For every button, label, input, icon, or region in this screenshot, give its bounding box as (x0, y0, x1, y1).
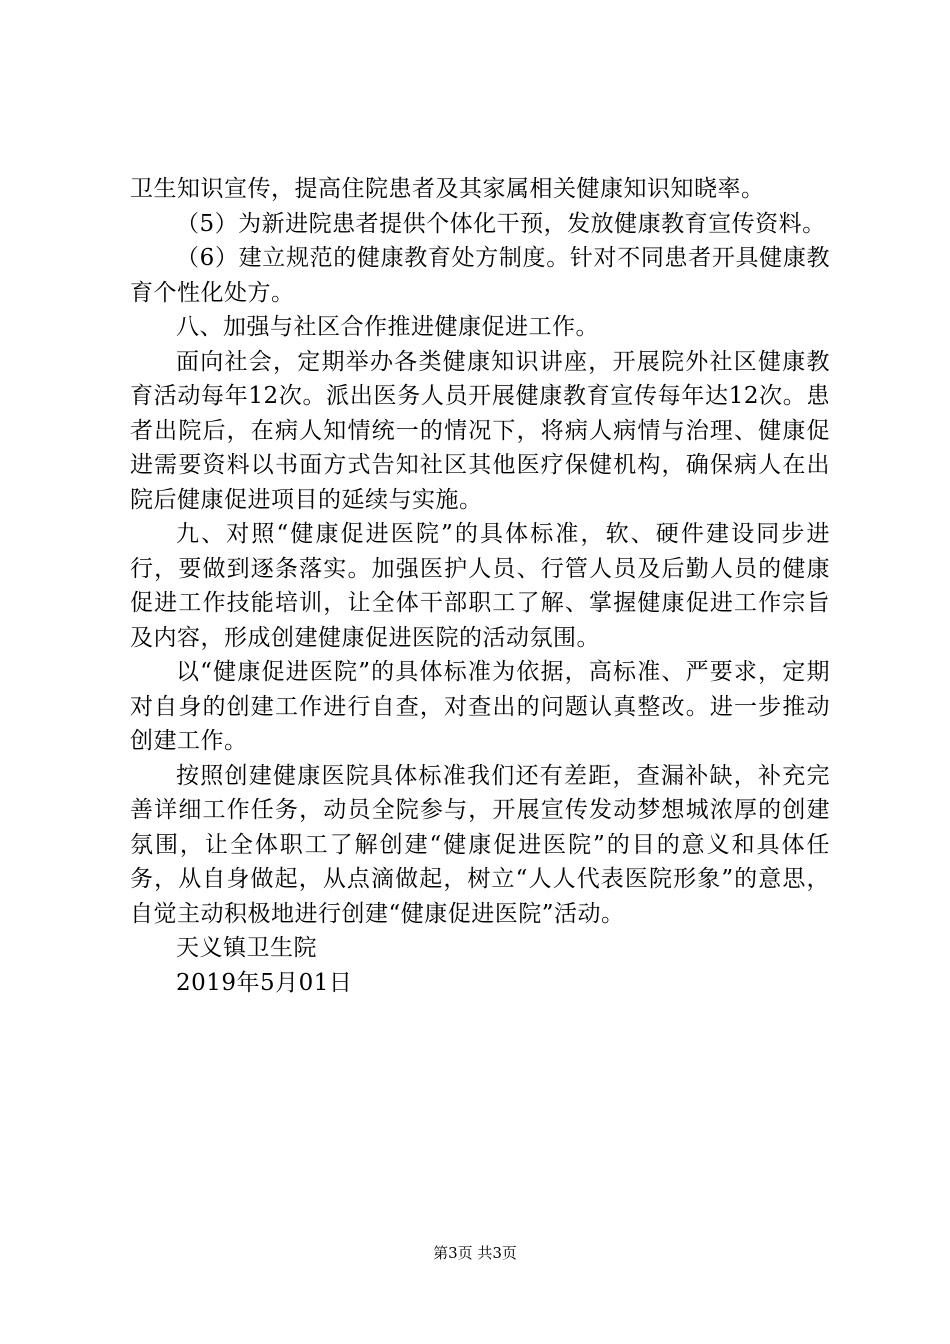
paragraph-self-check: 以“健康促进医院”的具体标准为依据，高标准、严要求，定期对自身的创建工作进行自查，对查出的问题认真整改。进一步推动创建工作。 (130, 659, 830, 754)
section-heading-9: 九、对照“健康促进医院”的具体标准，软、硬件建设同步进行，要做到逐条落实。加强医护人员、行管人员及后勤人员的健康促进工作技能培训，让全体干部职工了解、掌握健康促进工作宗旨及内容，形成创建健康促进医院的活动氛围。 (130, 521, 830, 651)
page-footer (0, 1243, 950, 1263)
paragraph-conclusion: 按照创建健康医院具体标准我们还有差距，查漏补缺，补充完善详细工作任务，动员全院参与，开展宣传发动梦想城浓厚的创建氛围，让全体职工了解创建“健康促进医院”的目的意义和具体任务，从自身做起，从点滴做起，树立“人人代表医院形象”的意思，自觉主动积极地进行创建“健康促进医院”活动。 (130, 762, 830, 927)
document-body (130, 172, 830, 1000)
paragraph-continuation: 卫生知识宣传，提高住院患者及其家属相关健康知识知晓率。 (130, 176, 765, 202)
signature-date: 2019年5月01日 (176, 969, 353, 996)
paragraph-community: 面向社会，定期举办各类健康知识讲座，开展院外社区健康教育活动每年12次。派出医务人员开展健康教育宣传每年达12次。患者出院后，在病人知情统一的情况下，将病人病情与治理、健康促进需要资料以书面方式告知社区其他医疗保健机构，确保病人在出院后健康促进项目的延续与实施。 (130, 348, 830, 513)
section-heading-8: 八、加强与社区合作推进健康促进工作。 (176, 314, 599, 340)
page-number: 第3页 共3页 (433, 1244, 517, 1262)
paragraph-item-5: （5）为新进院患者提供个体化干预，发放健康教育宣传资料。 (176, 210, 826, 237)
signature-org: 天义镇卫生院 (176, 935, 317, 961)
paragraph-item-6: （6）建立规范的健康教育处方制度。针对不同患者开具健康教育个性化处方。 (130, 245, 830, 306)
